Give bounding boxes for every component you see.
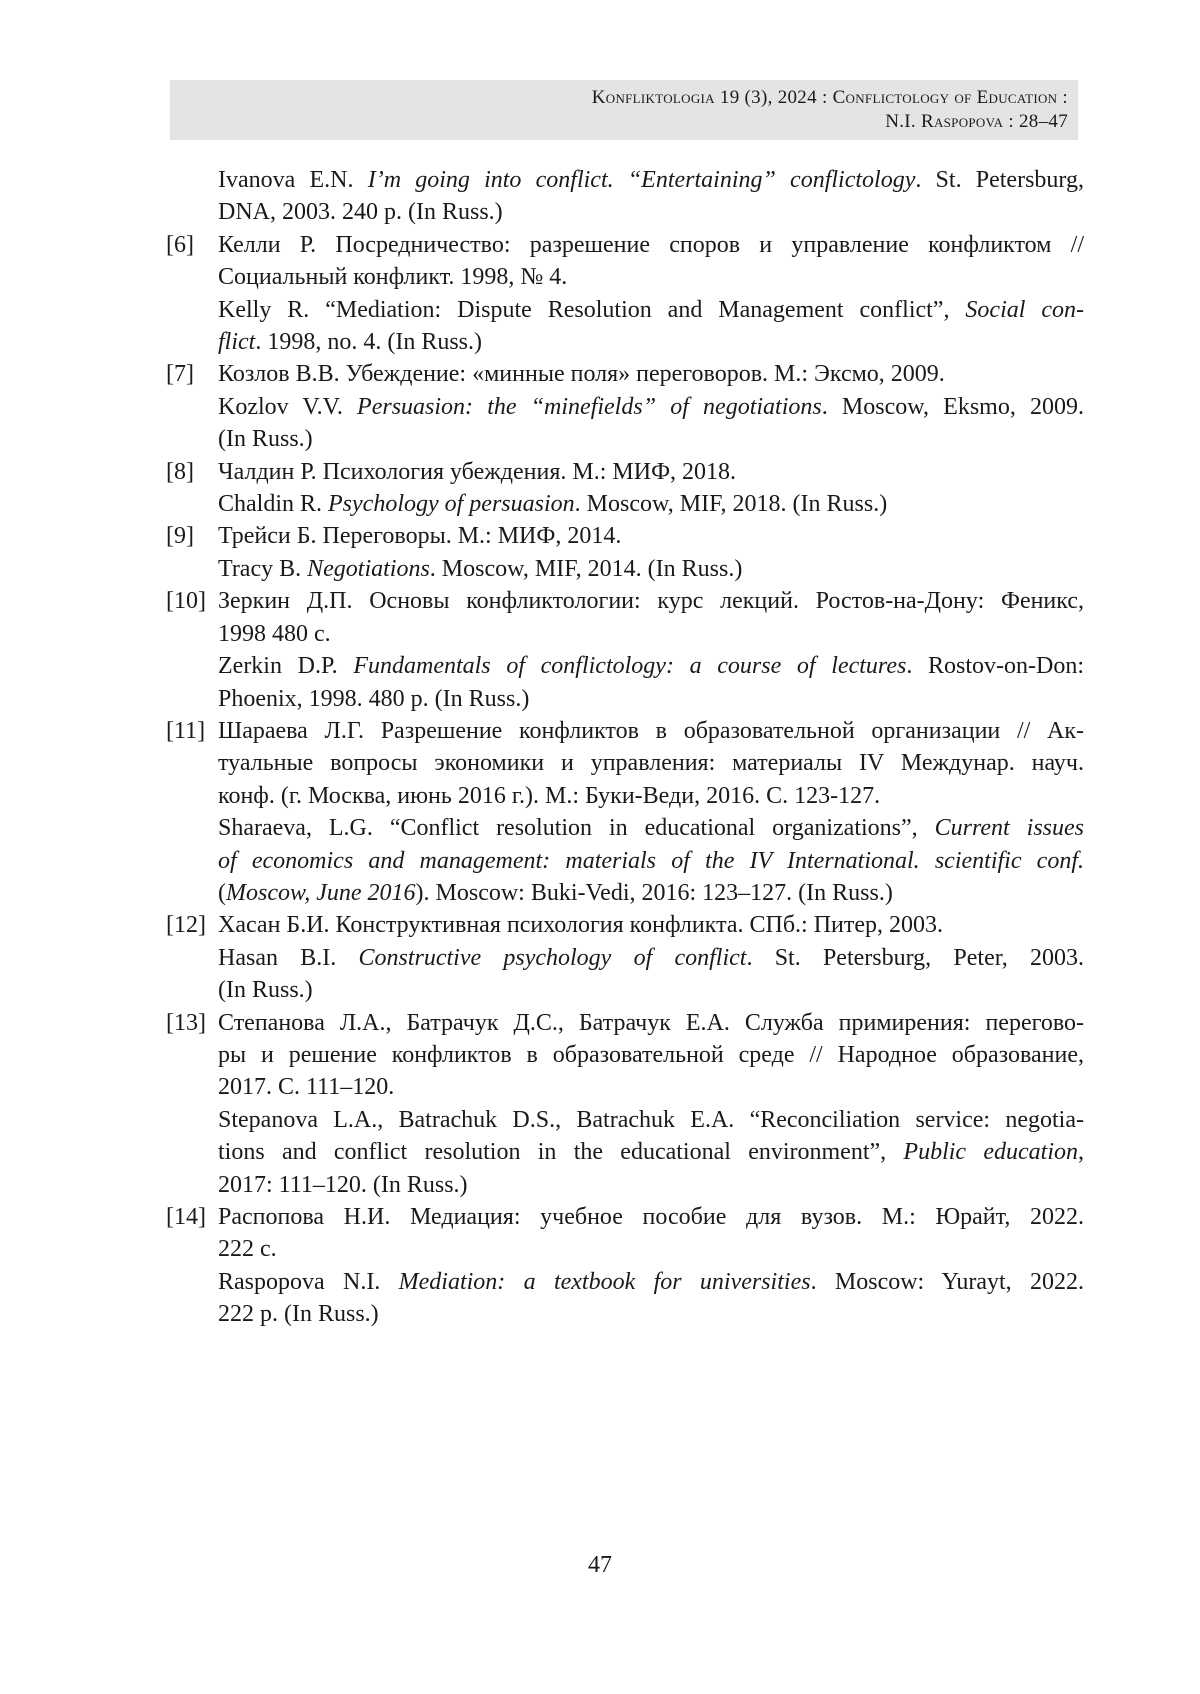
- reference-line: 222 p. (In Russ.): [218, 1301, 379, 1328]
- reference-list: [166, 164, 1084, 1331]
- reference-number: [7]: [166, 361, 194, 388]
- reference-5-continuation: [166, 164, 1084, 229]
- reference-line: Келли Р. Посредничество: разрешение споров и управление конфликтом //: [218, 231, 1084, 258]
- reference-line: Хасан Б.И. Конструктивная психология конфликта. СПб.: Питер, 2003.: [218, 912, 944, 939]
- reference-line: 1998 480 с.: [218, 620, 331, 647]
- reference-line: Sharaeva, L.G. “Conflict resolution in educational organizations”, Current issues: [218, 815, 1084, 842]
- reference-line: Hasan B.I. Constructive psychology of conflict. St. Petersburg, Peter, 2003.: [218, 944, 1084, 971]
- reference-line: flict. 1998, no. 4. (In Russ.): [218, 329, 482, 356]
- page-number: 47: [588, 1552, 612, 1578]
- reference-line: Козлов В.В. Убеждение: «минные поля» переговоров. М.: Эксмо, 2009.: [218, 361, 945, 388]
- reference-number: [12]: [166, 912, 206, 939]
- reference-line: Phoenix, 1998. 480 p. (In Russ.): [218, 685, 530, 712]
- running-header-text: [592, 86, 1068, 134]
- reference-number: [6]: [166, 231, 194, 258]
- reference-line: Чалдин Р. Психология убеждения. М.: МИФ, 2018.: [218, 458, 737, 485]
- reference-number: [14]: [166, 1204, 206, 1230]
- reference-line: Stepanova L.A., Batrachuk D.S., Batrachuk E.A. “Reconciliation service: negotia-: [218, 1106, 1084, 1133]
- reference-line: ры и решение конфликтов в образовательной среде // Народное образование,: [218, 1041, 1084, 1068]
- reference-line: Трейси Б. Переговоры. М.: МИФ, 2014.: [218, 523, 622, 550]
- reference-6: [166, 229, 1084, 359]
- reference-8: [166, 456, 1084, 521]
- reference-line: (In Russ.): [218, 977, 313, 1004]
- reference-line: Социальный конфликт. 1998, № 4.: [218, 264, 568, 291]
- reference-number: [13]: [166, 1009, 206, 1036]
- reference-10: [166, 585, 1084, 715]
- header-journal-line: Konfliktologia 19 (3), 2024 : Conflictology of Education :: [591, 87, 1068, 108]
- header-author-pages-line: N.I. Raspopova : 28–47: [885, 111, 1068, 132]
- reference-line: конф. (г. Москва, июнь 2016 г.). М.: Буки-Веди, 2016. С. 123-127.: [218, 782, 881, 809]
- reference-line: 2017. С. 111–120.: [218, 1074, 395, 1101]
- reference-9: [166, 520, 1084, 585]
- reference-number: [8]: [166, 458, 194, 485]
- reference-line: (In Russ.): [218, 426, 313, 453]
- reference-number: [11]: [166, 717, 206, 744]
- reference-number: [9]: [166, 523, 194, 550]
- reference-13: [166, 1007, 1084, 1201]
- reference-line: Raspopova N.I. Mediation: a textbook for universities. Moscow: Yurayt, 2022.: [218, 1268, 1084, 1295]
- reference-12: [166, 909, 1084, 1006]
- reference-line: Kozlov V.V. Persuasion: the “minefields” of negotiations. Moscow, Eksmo, 2009.: [218, 393, 1084, 420]
- reference-line: Kelly R. “Mediation: Dispute Resolution and Management conflict”, Social con-: [218, 296, 1084, 323]
- reference-line: Степанова Л.А., Батрачук Д.С., Батрачук Е.А. Служба примирения: перегово-: [218, 1009, 1084, 1036]
- reference-line: туальные вопросы экономики и управления: материалы IV Междунар. науч.: [218, 750, 1084, 777]
- reference-line: Шараева Л.Г. Разрешение конфликтов в образовательной организации // Ак-: [218, 717, 1084, 744]
- reference-line: of economics and management: materials of the IV International. scientific conf.: [218, 847, 1084, 874]
- reference-line: 2017: 111–120. (In Russ.): [218, 1171, 468, 1198]
- reference-line: 222 с.: [218, 1236, 277, 1263]
- running-header: [170, 80, 1078, 140]
- reference-14: [166, 1201, 1084, 1331]
- reference-number: [10]: [166, 588, 206, 615]
- reference-line: Chaldin R. Psychology of persuasion. Moscow, MIF, 2018. (In Russ.): [218, 491, 888, 518]
- reference-11: [166, 715, 1084, 909]
- reference-line: Распопова Н.И. Медиация: учебное пособие для вузов. М.: Юрайт, 2022.: [218, 1204, 1084, 1230]
- reference-line: Зеркин Д.П. Основы конфликтологии: курс лекций. Ростов-на-Дону: Феникс,: [218, 588, 1084, 615]
- reference-7: [166, 358, 1084, 455]
- reference-line: Ivanova E.N. I’m going into conflict. “Entertaining” conflictology. St. Petersburg,: [218, 167, 1084, 193]
- reference-line: DNA, 2003. 240 p. (In Russ.): [218, 199, 503, 226]
- reference-line: Tracy B. Negotiations. Moscow, MIF, 2014. (In Russ.): [218, 555, 743, 582]
- reference-line: (Moscow, June 2016). Moscow: Buki-Vedi, 2016: 123–127. (In Russ.): [218, 879, 893, 906]
- reference-line: Zerkin D.P. Fundamentals of conflictology: a course of lectures. Rostov-on-Don:: [218, 653, 1085, 680]
- reference-line: tions and conflict resolution in the educational environment”, Public education,: [218, 1139, 1084, 1166]
